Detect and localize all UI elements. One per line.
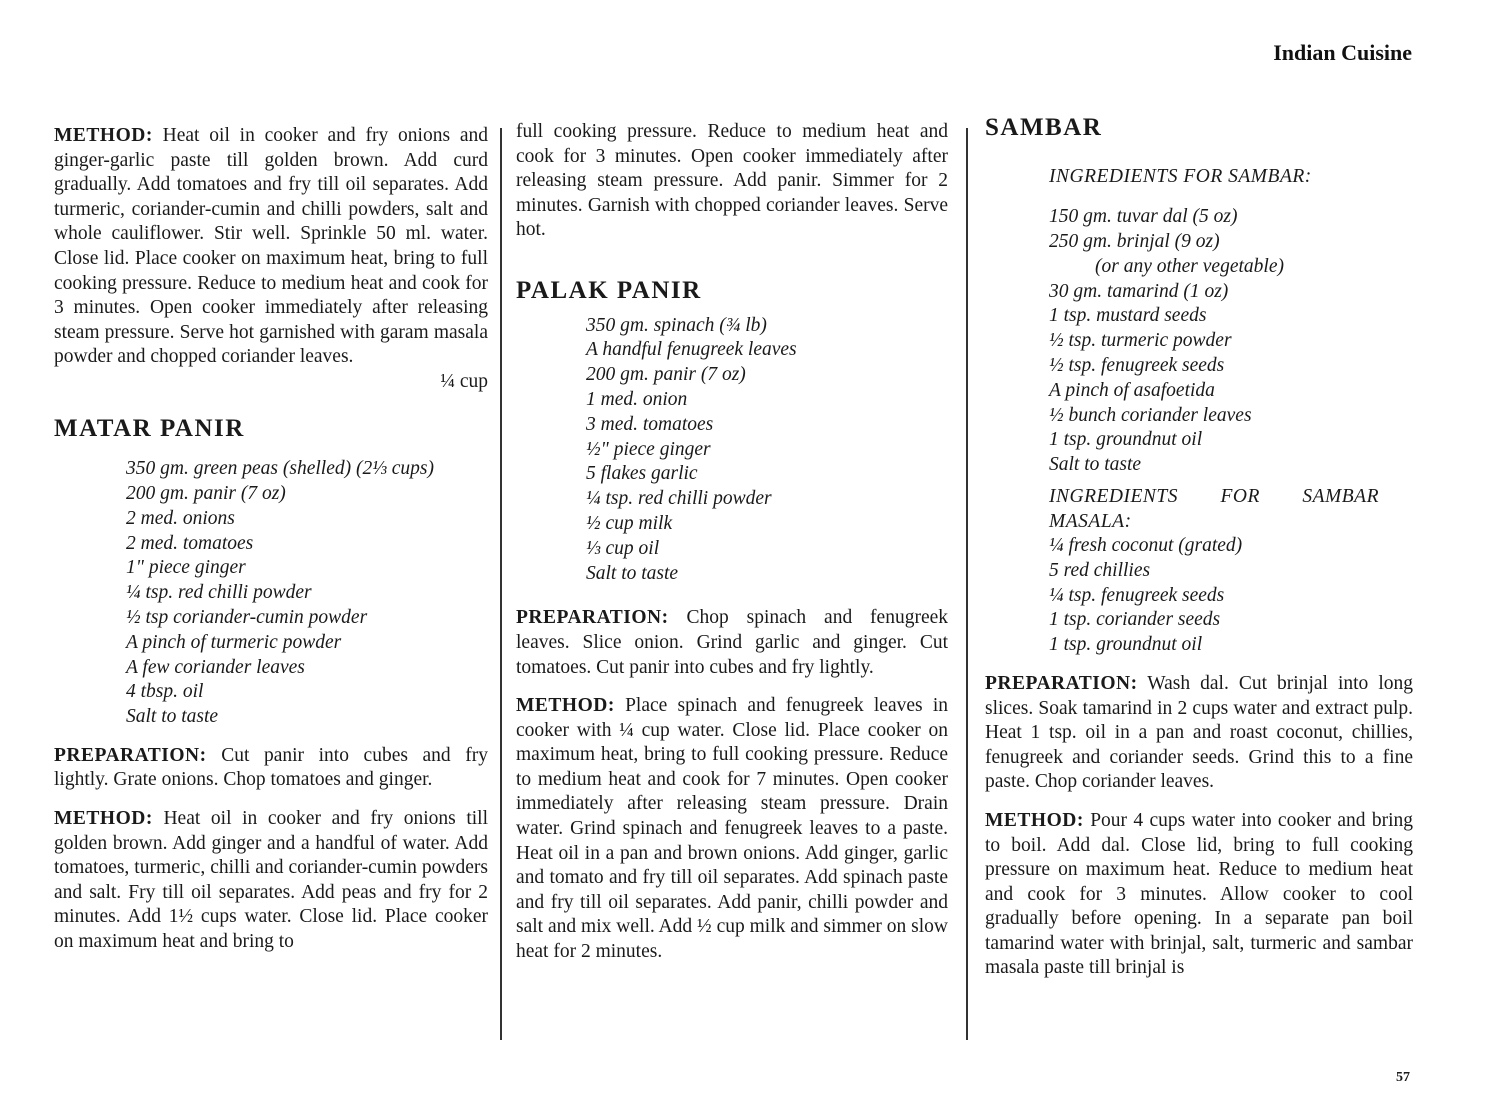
ingredient-list-sambar-masala (1049, 534, 1413, 658)
column-3 (985, 116, 1413, 995)
ingredient-item: 1 tsp. groundnut oil (1049, 634, 1203, 656)
ingredient-item: 1 tsp. coriander seeds (1049, 609, 1221, 631)
ingredient-item: 1 med. onion (586, 388, 688, 410)
ingredient-item: Salt to taste (1049, 454, 1142, 476)
recipe-title-matar-panir: MATAR PANIR (54, 414, 245, 442)
ingredient-list-matar-panir (126, 457, 488, 730)
ingredient-item: 1 tsp. mustard seeds (1049, 305, 1207, 327)
column-divider (966, 128, 968, 1040)
ingredient-item: ½ tsp coriander-cumin powder (126, 606, 368, 628)
ingredient-item: ½ cup milk (586, 512, 673, 534)
ingredient-item: 200 gm. panir (7 oz) (126, 482, 286, 504)
preparation-paragraph (985, 672, 1413, 795)
ingredient-item: ¼ tsp. red chilli powder (586, 488, 772, 510)
preparation-paragraph (54, 744, 488, 793)
ingredient-item: 5 red chillies (1049, 559, 1151, 581)
ingredient-item: ½ tsp. turmeric powder (1049, 330, 1232, 352)
ingredient-item: 250 gm. brinjal (9 oz) (1049, 230, 1220, 252)
preparation-text: Chop spinach and fenugreek leaves. Slice onion. Grind garlic and ginger. Cut tomatoes. Cut panir into cubes and fry lightly. (516, 607, 949, 678)
ingredient-item: ⅓ cup oil (586, 537, 660, 559)
preparation-paragraph (516, 606, 948, 680)
preparation-text: Wash dal. Cut brinjal into long slices. Soak tamarind in 2 cups water and extract pulp. Heat 1 tsp. oil in a pan and roast coconut, chillies, fenugreek and coriander seeds. Grind this to a fine paste. Chop coriander leaves. (985, 672, 1413, 793)
ingredient-list-palak-panir (586, 314, 948, 587)
preparation-label: PREPARATION: (54, 744, 207, 766)
ingredient-item: A handful fenugreek leaves (586, 339, 797, 361)
ingredient-item: 200 gm. panir (7 oz) (586, 364, 746, 386)
continuation-paragraph: full cooking pressure. Reduce to medium heat and cook for 3 minutes. Open cooker immediately after releasing steam pressure. Add panir. Simmer for 2 minutes. Garnish with chopped coriander leaves. Serve hot. (516, 121, 948, 241)
ingredient-item: ¼ tsp. red chilli powder (126, 582, 312, 604)
ingredient-item: 5 flakes garlic (586, 463, 698, 485)
method-paragraph (516, 694, 948, 965)
ingredient-item: A few coriander leaves (126, 656, 305, 678)
preparation-text: Cut panir into cubes and fry lightly. Grate onions. Chop tomatoes and ginger. (54, 744, 488, 791)
ingredient-list-sambar (1049, 205, 1413, 478)
method-tail: ¼ cup (440, 370, 488, 392)
method-label: METHOD: (516, 695, 615, 717)
ingredient-item: Salt to taste (586, 562, 679, 584)
method-text: Pour 4 cups water into cooker and bring to boil. Add dal. Close lid, bring to full cooking pressure on maximum heat. Reduce to medium heat and cook for 3 minutes. Allow cooker to cool gradually before opening. In a separate pan boil tamarind water with brinjal, salt, turmeric and sambar masala paste till brinjal is (985, 809, 1414, 979)
method-label: METHOD: (985, 809, 1084, 831)
ingredient-item: 1" piece ginger (126, 557, 246, 579)
ingredient-item: ¼ fresh coconut (grated) (1049, 534, 1243, 556)
ingredient-item: ¼ tsp. fenugreek seeds (1049, 584, 1225, 606)
method-text: Heat oil in cooker and fry onions and ginger-garlic paste till golden brown. Add curd gradually. Add tomatoes and fry till oil separates. Add turmeric, coriander-cumin and chilli powders, salt and whole cauliflower. Stir well. Sprinkle 50 ml. water. Close lid. Place cooker on maximum heat, bring to full cooking pressure. Reduce to medium heat and cook for 3 minutes. Open cooker immediately after releasing steam pressure. Serve hot garnished with garam masala powder and chopped coriander leaves. (54, 125, 489, 368)
preparation-label: PREPARATION: (516, 607, 669, 629)
method-paragraph (54, 124, 488, 370)
page-header: Indian Cuisine (1273, 40, 1412, 65)
ingredient-item: ½ tsp. fenugreek seeds (1049, 354, 1225, 376)
column-1 (54, 124, 488, 969)
method-paragraph (54, 807, 488, 955)
ingredient-item: ½" piece ginger (586, 438, 711, 460)
ingredient-item: 1 tsp. groundnut oil (1049, 429, 1203, 451)
recipe-title-palak-panir: PALAK PANIR (516, 276, 702, 304)
ingredient-item: Salt to taste (126, 706, 219, 728)
method-paragraph (985, 809, 1413, 981)
method-label: METHOD: (54, 808, 153, 830)
preparation-label: PREPARATION: (985, 672, 1138, 694)
ingredients-heading: INGREDIENTS FOR SAMBAR: (1049, 165, 1312, 187)
ingredient-item: 350 gm. spinach (¾ lb) (586, 314, 767, 336)
ingredient-item: 2 med. tomatoes (126, 532, 254, 554)
ingredient-item: 30 gm. tamarind (1 oz) (1049, 280, 1229, 302)
ingredient-item: A pinch of asafoetida (1049, 379, 1215, 401)
ingredient-item: 150 gm. tuvar dal (5 oz) (1049, 206, 1238, 228)
ingredient-item: A pinch of turmeric powder (126, 631, 342, 653)
recipe-title-sambar: SAMBAR (985, 114, 1103, 141)
method-label: METHOD: (54, 125, 153, 146)
ingredient-item: 2 med. onions (126, 507, 235, 529)
ingredient-item: 4 tbsp. oil (126, 681, 204, 703)
column-2 (516, 120, 948, 979)
ingredient-item: 350 gm. green peas (shelled) (2⅓ cups) (126, 458, 434, 480)
ingredient-item: 3 med. tomatoes (586, 413, 714, 435)
masala-heading: INGREDIENTS FOR SAMBAR MASALA: (1049, 485, 1379, 532)
column-divider (500, 128, 502, 1040)
method-text: Heat oil in cooker and fry onions till golden brown. Add ginger and a handful of water. Add tomatoes, turmeric, chilli and coriander-cumin powders and salt. Fry till oil separates. Add peas and fry for 2 minutes. Add 1½ cups water. Close lid. Place cooker on maximum heat and bring to (54, 808, 489, 953)
ingredient-item: ½ bunch coriander leaves (1049, 404, 1252, 426)
page-number: 57 (1396, 1070, 1410, 1085)
method-text: Place spinach and fenugreek leaves in cooker with ¼ cup water. Close lid. Place cooker on maximum heat, bring to full cooking pressure. Reduce to medium heat and cook for 7 minutes. Open cooker immediately after releasing steam pressure. Drain water. Grind spinach and fenugreek leaves to a paste. Heat oil in a pan and brown onions. Add ginger, garlic and tomato and fry till oil separates. Add spinach paste and fry till oil separates. Add panir, chilli powder and salt and mix well. Add ½ cup milk and simmer on slow heat for 2 minutes. (516, 695, 949, 963)
ingredient-item: (or any other vegetable) (1095, 255, 1284, 277)
